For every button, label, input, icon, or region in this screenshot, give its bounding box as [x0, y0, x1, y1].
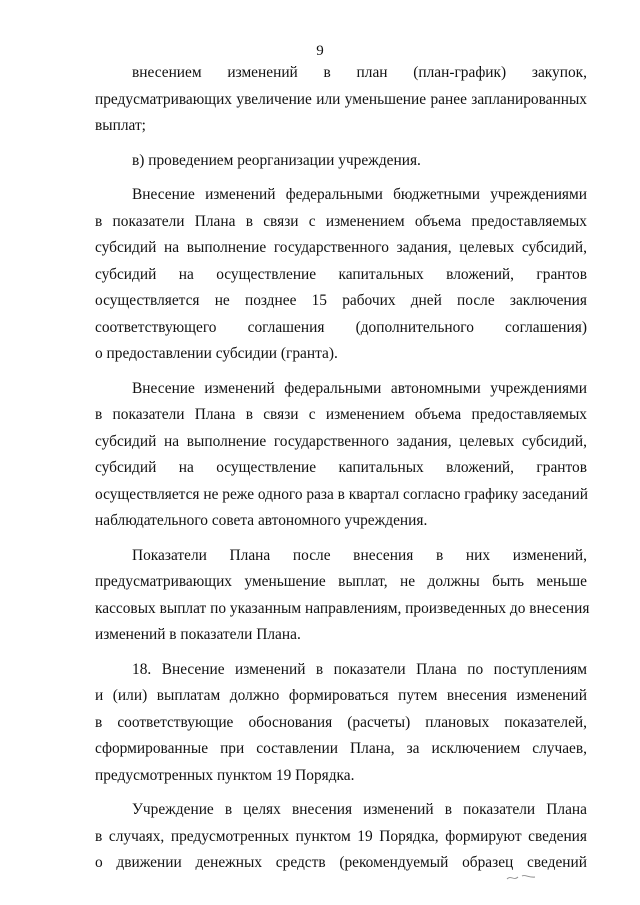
text-line: внесением изменений в план (план-график) закупок, [132, 64, 587, 81]
text-line: субсидий на осуществление капитальных вложений, грантов [95, 265, 587, 283]
text-line: осуществляется не позднее 15 рабочих дней после заключения [95, 292, 587, 309]
text-line: соответствующего соглашения (дополнительного соглашения) [95, 318, 587, 336]
page-number: 9 [316, 43, 324, 59]
text-line: в) проведением реорганизации учреждения. [132, 151, 421, 169]
text-line: субсидий на осуществление капитальных вложений, грантов [95, 459, 587, 476]
text-line: и (или) выплатам должно формироваться путем внесения изменений [95, 687, 587, 704]
text-line: в показатели Плана в связи с изменением объема предоставляемых [95, 406, 587, 423]
text-line: субсидий на выполнение государственного задания, целевых субсидий, [95, 239, 587, 256]
text-line: выплат; [95, 117, 146, 134]
paragraph [95, 543, 590, 649]
text-line: предусмотренных пунктом 19 Порядка. [95, 766, 355, 784]
text-line: о предоставлении субсидии (гранта). [95, 345, 338, 362]
text-line: предусматривающих увеличение или уменьшение ранее запланированных [95, 90, 587, 108]
text-line: Учреждение в целях внесения изменений в показатели Плана [132, 801, 587, 818]
text-line: осуществляется не реже одного раза в квартал согласно графику заседаний [95, 485, 589, 503]
text-line: 18. Внесение изменений в показатели Плана по поступлениям [132, 660, 587, 678]
text-line: субсидий на выполнение государственного задания, целевых субсидий, [95, 432, 587, 450]
paragraph [95, 60, 587, 140]
text-line: о движении денежных средств (рекомендуемый образец сведений [95, 854, 587, 871]
text-line: предусматривающих уменьшение выплат, не должны быть меньше [95, 573, 587, 590]
text-line: в показатели Плана в связи с изменением объема предоставляемых [95, 212, 587, 230]
paragraph [95, 182, 587, 368]
text-line: наблюдательного совета автономного учреждения. [95, 512, 428, 529]
text-line: в случаях, предусмотренных пунктом 19 Порядка, формируют сведения [95, 827, 587, 845]
paragraph [95, 376, 587, 535]
text-line: в соответствующие обоснования (расчеты) плановых показателей, [95, 713, 587, 731]
text-line: Внесение изменений федеральными автономными учреждениями [132, 379, 587, 397]
text-line: Внесение изменений федеральными бюджетными учреждениями [132, 186, 587, 203]
text-line: изменений в показатели Плана. [95, 626, 301, 643]
initials-mark [505, 872, 539, 882]
text-line: сформированные при составлении Плана, за исключением случаев, [95, 740, 587, 757]
text-line: Показатели Плана после внесения в них изменений, [132, 546, 587, 564]
text-line: кассовых выплат по указанным направлениям, произведенных до внесения [95, 599, 590, 617]
paragraph [95, 797, 587, 877]
document-body [95, 60, 590, 877]
paragraph [95, 148, 587, 175]
paragraph [95, 657, 587, 790]
